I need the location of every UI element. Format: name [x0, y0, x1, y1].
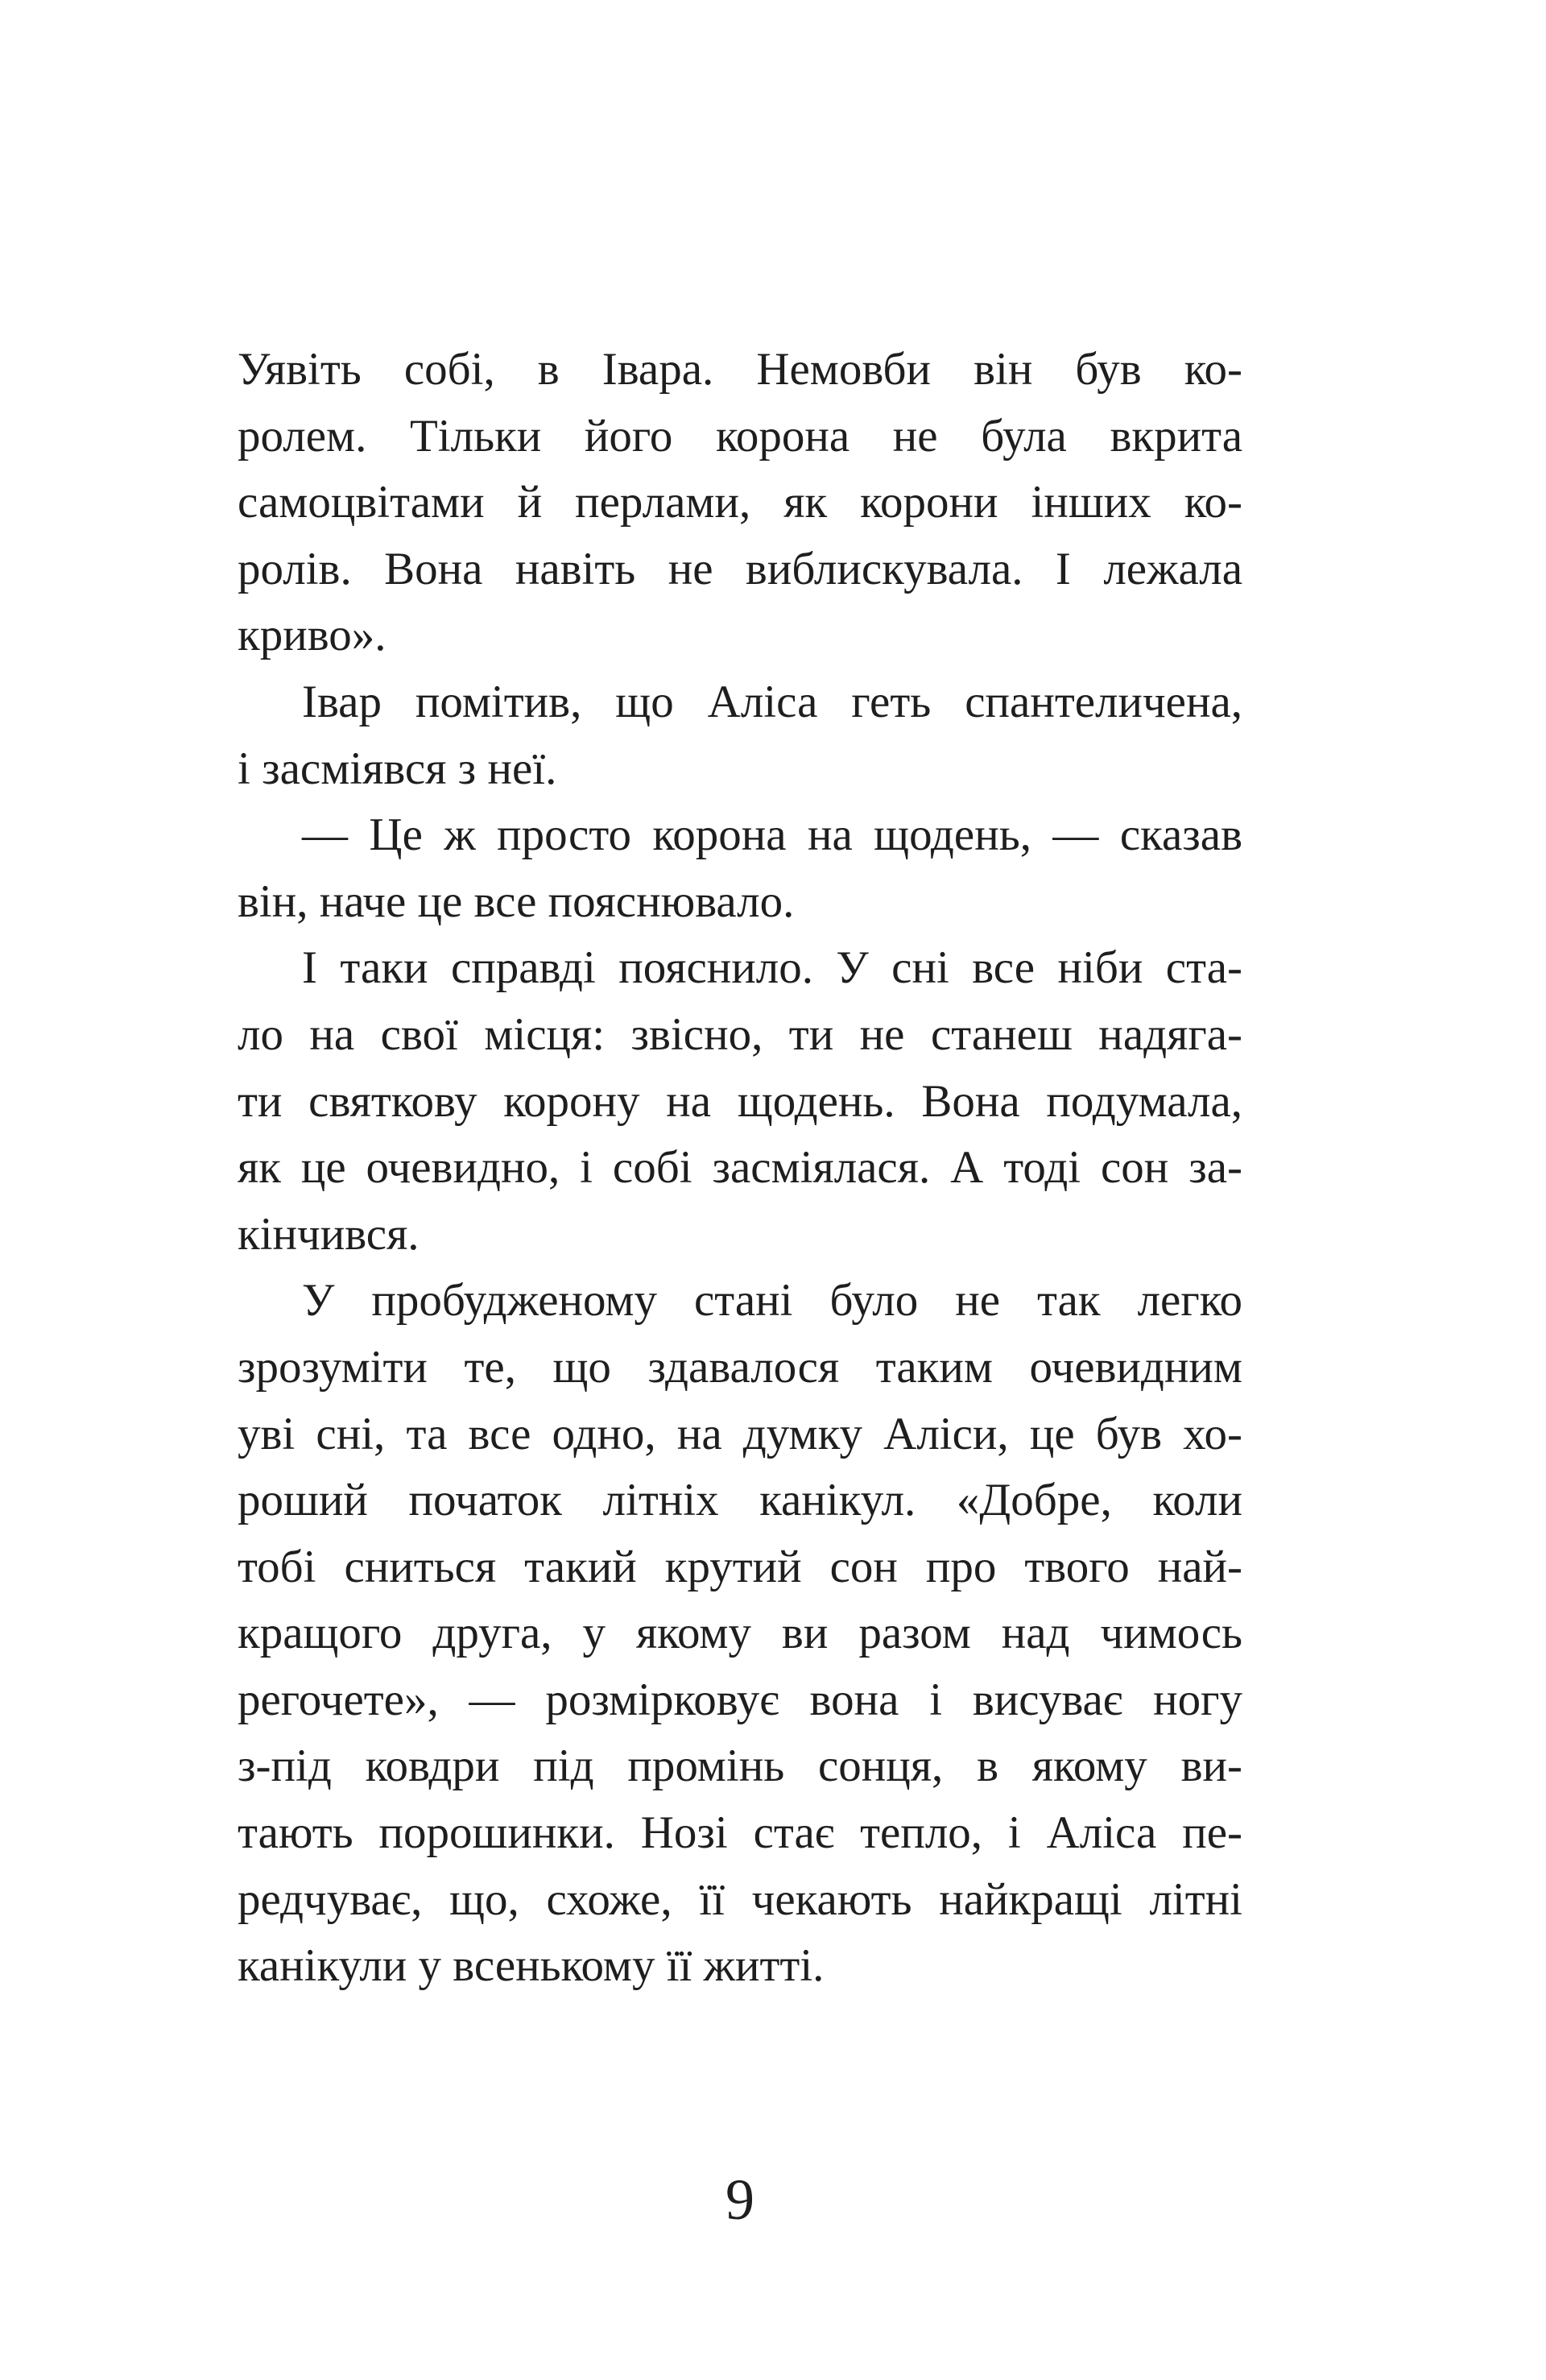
text-line — [238, 602, 1242, 669]
text-line — [238, 1534, 1242, 1601]
page-body-text — [238, 337, 1242, 2000]
text-line-content: регочете», — розмірковує вона і висуває ногу — [238, 1674, 1242, 1725]
text-line — [238, 337, 1242, 404]
text-line — [238, 869, 1242, 936]
text-line-content: роший початок літніх канікул. «Добре, коли — [238, 1475, 1242, 1526]
text-line-content: зрозуміти те, що здавалося таким очевидним — [238, 1341, 1242, 1393]
text-line — [238, 802, 1242, 869]
text-line-content: І таки справді пояснило. У сні все ніби ста- — [302, 942, 1242, 994]
text-line — [238, 536, 1242, 603]
text-line — [238, 1733, 1242, 1800]
text-line-content: редчуває, що, схоже, її чекають найкращі літні — [238, 1873, 1242, 1925]
text-line-content: криво». — [238, 610, 386, 661]
text-line — [238, 1867, 1242, 1934]
text-line-content: кращого друга, у якому ви разом над чимось — [238, 1608, 1242, 1659]
text-line-content: уві сні, та все одно, на думку Аліси, це був хо- — [238, 1408, 1242, 1459]
page-number: 9 — [725, 2167, 754, 2232]
text-line-content: Івар помітив, що Аліса геть спантеличена, — [302, 676, 1242, 727]
text-line-content: ролем. Тільки його корона не була вкрита — [238, 410, 1242, 462]
text-line — [238, 404, 1242, 470]
text-line-content: з-під ковдри під промінь сонця, в якому ви- — [238, 1741, 1242, 1792]
text-line — [238, 1800, 1242, 1867]
text-line-content: Уявіть собі, в Івара. Немовби він був ко- — [238, 344, 1242, 395]
text-line-content: тають порошинки. Нозі стає тепло, і Аліса пе- — [238, 1807, 1242, 1859]
text-line — [238, 1002, 1242, 1069]
text-line-content: У пробудженому стані було не так легко — [302, 1275, 1242, 1327]
text-line-content: ло на свої місця: звісно, ти не станеш надяга- — [238, 1008, 1242, 1060]
text-line-content: кінчився. — [238, 1208, 420, 1260]
text-line — [238, 935, 1242, 1002]
text-line-content: як це очевидно, і собі засміялася. А тоді сон за- — [238, 1142, 1242, 1194]
text-line-content: тобі сниться такий крутий сон про твого най- — [238, 1541, 1242, 1592]
text-line — [238, 1600, 1242, 1667]
text-line — [238, 736, 1242, 803]
text-line-content: канікули у всенькому її житті. — [238, 1940, 825, 1992]
text-line — [238, 1268, 1242, 1335]
text-line-content: — Це ж просто корона на щодень, — сказав — [302, 809, 1242, 861]
text-line — [238, 1401, 1242, 1468]
text-line — [238, 1467, 1242, 1534]
text-line-content: він, наче це все пояснювало. — [238, 875, 795, 927]
text-line — [238, 470, 1242, 536]
text-line — [238, 1933, 1242, 2000]
text-line-content: самоцвітами й перлами, як корони інших ко- — [238, 477, 1242, 528]
text-line-content: ти святкову корону на щодень. Вона подумала, — [238, 1075, 1242, 1127]
text-line — [238, 1135, 1242, 1202]
text-line — [238, 1335, 1242, 1401]
text-line — [238, 1069, 1242, 1136]
text-line — [238, 1202, 1242, 1269]
text-line-content: ролів. Вона навіть не виблискувала. І лежала — [238, 543, 1242, 594]
text-line — [238, 1667, 1242, 1734]
text-line-content: і засміявся з неї. — [238, 743, 557, 794]
text-line — [238, 669, 1242, 736]
